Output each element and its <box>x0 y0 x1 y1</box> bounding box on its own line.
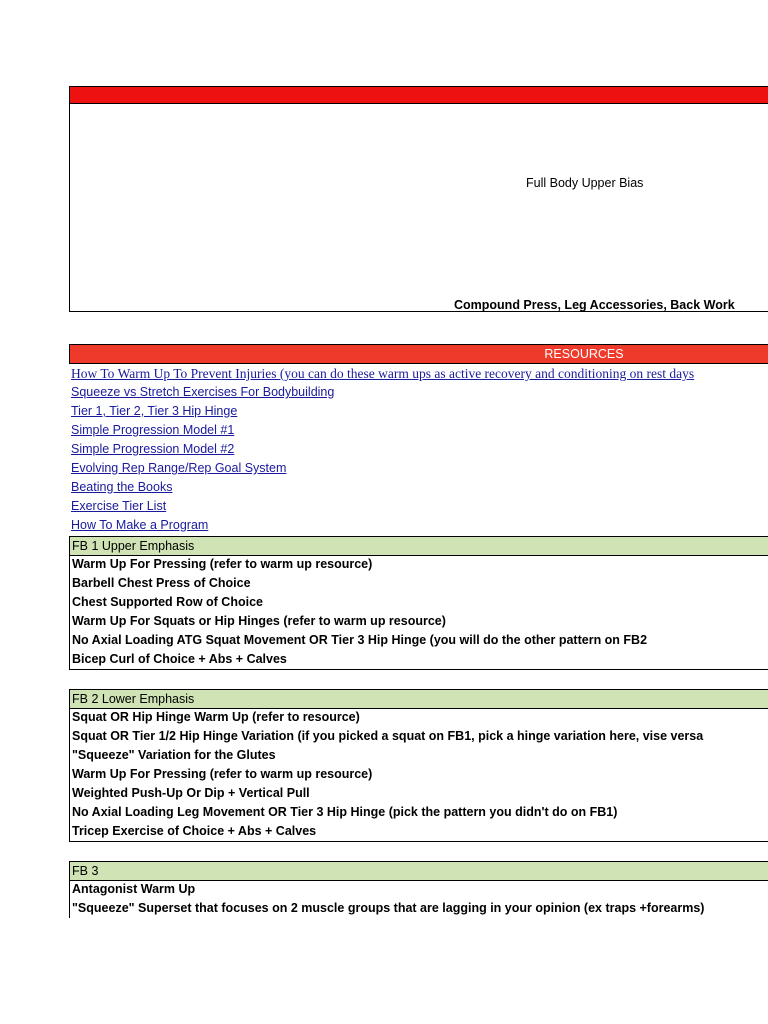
resource-link-hip-hinge[interactable]: Tier 1, Tier 2, Tier 3 Hip Hinge <box>71 404 238 418</box>
exercise-row: Warm Up For Pressing (refer to warm up resource) <box>69 765 768 784</box>
resource-link-rep-range[interactable]: Evolving Rep Range/Rep Goal System <box>71 461 287 475</box>
spreadsheet <box>69 86 768 915</box>
section-header-fb1: FB 1 Upper Emphasis <box>69 536 768 556</box>
exercise-row: Bicep Curl of Choice + Abs + Calves <box>69 650 768 670</box>
section-header-fb3: FB 3 <box>69 861 768 881</box>
resource-link-beating-books[interactable]: Beating the Books <box>71 480 173 494</box>
resource-link-make-program[interactable]: How To Make a Program <box>71 518 209 532</box>
exercise-row: Weighted Push-Up Or Dip + Vertical Pull <box>69 784 768 803</box>
resource-link-tier-list[interactable]: Exercise Tier List <box>71 499 167 513</box>
resource-link-warm-up[interactable]: How To Warm Up To Prevent Injuries (you can do these warm ups as active recovery and conditioning on rest days <box>71 366 695 381</box>
exercise-row: Warm Up For Squats or Hip Hinges (refer to warm up resource) <box>69 612 768 631</box>
exercise-row: Barbell Chest Press of Choice <box>69 574 768 593</box>
exercise-row: "Squeeze" Superset that focuses on 2 muscle groups that are lagging in your opinion (ex traps +forearms) <box>69 899 768 918</box>
exercise-row: Squat OR Tier 1/2 Hip Hinge Variation (if you picked a squat on FB1, pick a hinge variation here, vise versa <box>69 727 768 746</box>
exercise-row: No Axial Loading Leg Movement OR Tier 3 Hip Hinge (pick the pattern you didn't do on FB1) <box>69 803 768 822</box>
resource-link-progression-2[interactable]: Simple Progression Model #2 <box>71 442 235 456</box>
program-title: Full Body Upper Bias <box>526 176 644 190</box>
section-header-fb2: FB 2 Lower Emphasis <box>69 689 768 709</box>
title-box <box>69 104 768 312</box>
exercise-row: Squat OR Hip Hinge Warm Up (refer to resource) <box>69 708 768 727</box>
program-subtitle: Compound Press, Leg Accessories, Back Work <box>454 298 735 312</box>
resource-link-progression-1[interactable]: Simple Progression Model #1 <box>71 423 235 437</box>
exercise-row: Chest Supported Row of Choice <box>69 593 768 612</box>
exercise-row: Tricep Exercise of Choice + Abs + Calves <box>69 822 768 842</box>
exercise-row: Antagonist Warm Up <box>69 880 768 899</box>
exercise-row: Warm Up For Pressing (refer to warm up resource) <box>69 555 768 574</box>
exercise-row: No Axial Loading ATG Squat Movement OR Tier 3 Hip Hinge (you will do the other pattern on FB2 <box>69 631 768 650</box>
header-color-bar <box>69 86 768 104</box>
resource-link-squeeze-stretch[interactable]: Squeeze vs Stretch Exercises For Bodybuilding <box>71 385 335 399</box>
exercise-row: "Squeeze" Variation for the Glutes <box>69 746 768 765</box>
resources-header: RESOURCES <box>69 344 768 364</box>
